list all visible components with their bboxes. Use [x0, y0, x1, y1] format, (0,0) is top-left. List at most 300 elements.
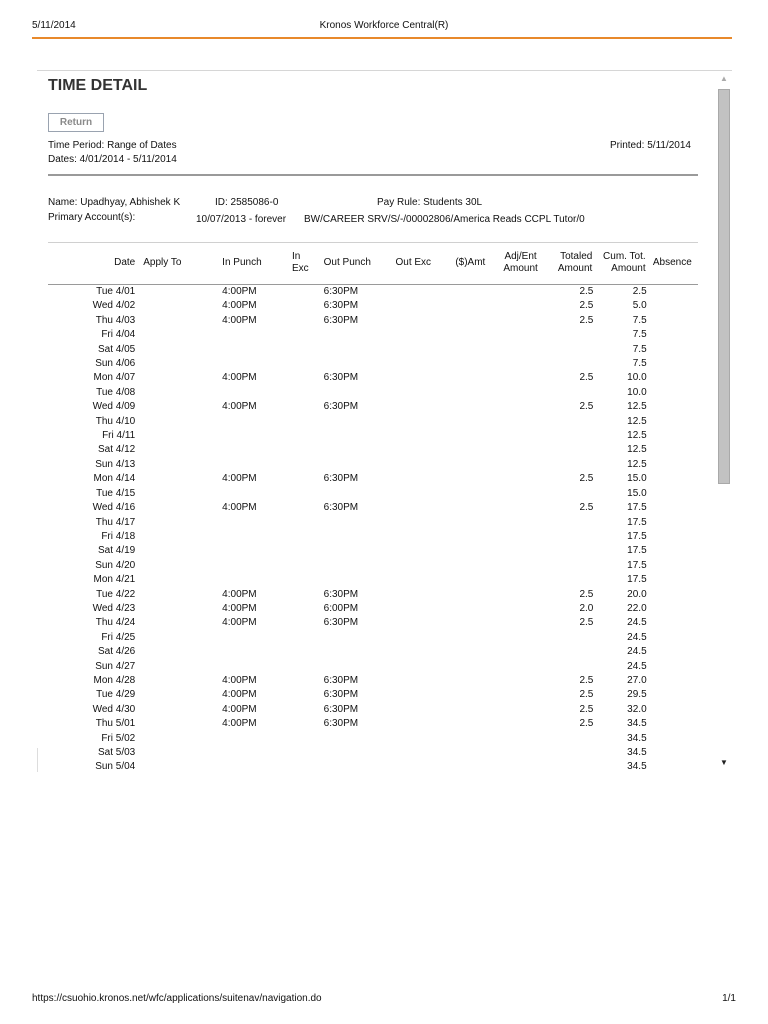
row-out-punch [320, 386, 395, 400]
row-totaled [544, 429, 593, 443]
row-date: Wed 4/30 [92, 703, 136, 715]
table-row [48, 501, 698, 515]
row-in-punch [218, 660, 291, 674]
row-out-exc [394, 299, 443, 313]
row-out-punch: 6:30PM [323, 372, 359, 384]
row-totaled [544, 559, 593, 573]
row-in-exc [291, 343, 320, 357]
table-row [48, 573, 698, 587]
row-in-exc [291, 314, 320, 328]
row-cum-tot: 34.5 [627, 732, 647, 744]
table-row [48, 458, 698, 472]
row-apply-to [139, 544, 218, 558]
row-date: Thu 4/03 [95, 314, 136, 326]
row-out-exc [394, 602, 443, 616]
row-out-punch: 6:30PM [323, 588, 359, 600]
row-totaled [544, 530, 593, 544]
row-amt [444, 285, 497, 300]
row-date: Tue 4/22 [96, 588, 136, 600]
row-apply-to [139, 660, 218, 674]
row-amt [444, 559, 497, 573]
row-totaled [544, 573, 593, 587]
table-row [48, 314, 698, 328]
row-apply-to [139, 746, 218, 760]
table-row [48, 400, 698, 414]
table-row [48, 343, 698, 357]
row-absence [647, 544, 698, 558]
row-amt [444, 703, 497, 717]
table-row [48, 631, 698, 645]
row-out-exc [394, 760, 443, 773]
row-adj-ent [497, 660, 544, 674]
row-out-exc [394, 660, 443, 674]
row-totaled: 2.5 [579, 674, 594, 686]
row-totaled [544, 328, 593, 342]
row-in-punch: 4:00PM [222, 674, 257, 686]
row-apply-to [139, 299, 218, 313]
row-apply-to [139, 472, 218, 486]
row-in-punch: 4:00PM [222, 473, 257, 485]
row-out-punch: 6:00PM [323, 602, 359, 614]
row-apply-to [139, 429, 218, 443]
row-in-exc [291, 371, 320, 385]
row-out-punch [320, 343, 395, 357]
row-cum-tot: 7.5 [632, 329, 647, 341]
row-adj-ent [497, 386, 544, 400]
row-in-punch [218, 429, 291, 443]
row-absence [647, 616, 698, 630]
row-date: Fri 4/18 [101, 530, 136, 542]
row-absence [647, 429, 698, 443]
row-in-punch: 4:00PM [222, 286, 257, 297]
row-amt [444, 501, 497, 515]
row-adj-ent [497, 688, 544, 702]
row-out-punch [320, 760, 395, 773]
row-cum-tot: 17.5 [627, 502, 647, 514]
section-divider [48, 174, 698, 176]
row-totaled: 2.5 [579, 372, 594, 384]
row-absence [647, 501, 698, 515]
col-out-exc: Out Exc [395, 257, 432, 268]
col-amt: ($)Amt [455, 257, 486, 268]
row-date: Sat 4/19 [97, 545, 136, 557]
row-apply-to [139, 732, 218, 746]
row-cum-tot: 15.0 [627, 487, 647, 499]
row-cum-tot: 2.5 [632, 286, 647, 297]
footer-page-number: 1/1 [722, 993, 736, 1004]
row-in-punch: 4:00PM [222, 602, 257, 614]
row-totaled [544, 760, 593, 773]
row-in-punch: 4:00PM [222, 401, 257, 413]
row-absence [647, 516, 698, 530]
row-adj-ent [497, 443, 544, 457]
col-out-punch: Out Punch [323, 257, 371, 268]
row-apply-to [139, 717, 218, 731]
row-totaled: 2.5 [579, 617, 594, 629]
row-out-exc [394, 487, 443, 501]
col-date: Date [114, 257, 136, 268]
row-amt [444, 746, 497, 760]
row-apply-to [139, 631, 218, 645]
row-in-exc [291, 487, 320, 501]
row-apply-to [139, 415, 218, 429]
row-absence [647, 443, 698, 457]
row-absence [647, 660, 698, 674]
row-adj-ent [497, 674, 544, 688]
row-out-punch: 6:30PM [323, 703, 359, 715]
row-adj-ent [497, 314, 544, 328]
row-in-exc [291, 544, 320, 558]
row-cum-tot: 24.5 [627, 617, 647, 629]
row-adj-ent [497, 588, 544, 602]
row-totaled: 2.5 [579, 401, 594, 413]
row-cum-tot: 12.5 [627, 444, 647, 456]
row-in-exc [291, 472, 320, 486]
row-date: Sat 4/12 [97, 444, 136, 456]
row-out-punch [320, 328, 395, 342]
row-in-exc [291, 559, 320, 573]
row-cum-tot: 27.0 [627, 674, 647, 686]
row-amt [444, 717, 497, 731]
row-out-exc [394, 544, 443, 558]
row-in-punch [218, 386, 291, 400]
row-absence [647, 703, 698, 717]
row-apply-to [139, 602, 218, 616]
date-range: Dates: 4/01/2014 - 5/11/2014 [48, 154, 177, 165]
row-amt [444, 328, 497, 342]
row-in-exc [291, 357, 320, 371]
row-in-punch: 4:00PM [222, 300, 257, 312]
row-out-exc [394, 343, 443, 357]
row-in-exc [291, 660, 320, 674]
table-row [48, 660, 698, 674]
row-out-exc [394, 314, 443, 328]
row-amt [444, 386, 497, 400]
row-absence [647, 645, 698, 659]
row-out-punch: 6:30PM [323, 689, 359, 701]
row-in-punch [218, 631, 291, 645]
row-absence [647, 588, 698, 602]
row-out-punch [320, 415, 395, 429]
row-in-exc [291, 645, 320, 659]
row-in-punch [218, 559, 291, 573]
row-totaled [544, 343, 593, 357]
row-totaled: 2.5 [579, 703, 594, 715]
row-in-exc [291, 516, 320, 530]
row-apply-to [139, 371, 218, 385]
vertical-scrollbar[interactable] [716, 71, 732, 773]
row-in-exc [291, 328, 320, 342]
employee-name: Name: Upadhyay, Abhishek K [48, 197, 181, 208]
row-amt [444, 371, 497, 385]
primary-account: BW/CAREER SRV/S/-/00002806/America Reads CCPL Tutor/0 [304, 214, 585, 225]
scroll-up-arrow-icon[interactable]: ▲ [720, 74, 728, 83]
row-amt [444, 314, 497, 328]
row-amt [444, 458, 497, 472]
printed-date: Printed: 5/11/2014 [610, 140, 691, 151]
row-apply-to [139, 573, 218, 587]
row-cum-tot: 29.5 [627, 689, 647, 701]
col-in-exc: In Exc [291, 251, 309, 274]
frame-edge [37, 748, 38, 772]
row-in-exc [291, 631, 320, 645]
row-absence [647, 573, 698, 587]
row-cum-tot: 10.0 [627, 386, 647, 398]
row-in-punch: 4:00PM [222, 718, 257, 730]
table-row [48, 703, 698, 717]
row-in-punch: 4:00PM [222, 314, 257, 326]
row-out-punch: 6:30PM [323, 674, 359, 686]
row-absence [647, 559, 698, 573]
row-in-exc [291, 458, 320, 472]
row-adj-ent [497, 371, 544, 385]
row-out-exc [394, 688, 443, 702]
row-cum-tot: 24.5 [627, 646, 647, 658]
row-cum-tot: 15.0 [627, 473, 647, 485]
row-absence [647, 285, 698, 300]
row-in-exc [291, 501, 320, 515]
row-date: Fri 4/25 [101, 631, 136, 643]
row-cum-tot: 7.5 [632, 314, 647, 326]
row-out-punch [320, 357, 395, 371]
row-out-exc [394, 746, 443, 760]
row-out-exc [394, 559, 443, 573]
row-adj-ent [497, 487, 544, 501]
row-date: Fri 4/04 [101, 329, 136, 341]
row-apply-to [139, 616, 218, 630]
table-row [48, 530, 698, 544]
table-row [48, 516, 698, 530]
row-date: Sun 4/13 [95, 458, 136, 470]
row-totaled: 2.5 [579, 502, 594, 514]
row-out-punch [320, 487, 395, 501]
page-title: TIME DETAIL [48, 77, 148, 94]
row-totaled [544, 746, 593, 760]
row-absence [647, 760, 698, 773]
row-adj-ent [497, 573, 544, 587]
time-detail-content [37, 71, 715, 773]
row-apply-to [139, 314, 218, 328]
scroll-thumb[interactable] [718, 89, 730, 484]
row-in-punch [218, 443, 291, 457]
table-row [48, 371, 698, 385]
row-apply-to [139, 760, 218, 773]
row-date: Tue 4/15 [96, 487, 136, 499]
row-amt [444, 616, 497, 630]
row-date: Sun 4/27 [95, 660, 136, 672]
row-cum-tot: 7.5 [632, 343, 647, 355]
row-in-exc [291, 717, 320, 731]
row-out-exc [394, 573, 443, 587]
row-apply-to [139, 400, 218, 414]
row-cum-tot: 17.5 [627, 530, 647, 542]
row-in-punch [218, 544, 291, 558]
scroll-track[interactable] [718, 89, 730, 757]
row-out-punch [320, 732, 395, 746]
row-date: Wed 4/09 [92, 401, 136, 413]
row-apply-to [139, 703, 218, 717]
row-cum-tot: 17.5 [627, 559, 647, 571]
row-adj-ent [497, 559, 544, 573]
row-absence [647, 732, 698, 746]
row-cum-tot: 10.0 [627, 372, 647, 384]
row-in-exc [291, 703, 320, 717]
row-date: Sat 5/03 [97, 747, 136, 758]
row-apply-to [139, 559, 218, 573]
row-adj-ent [497, 472, 544, 486]
print-title: Kronos Workforce Central(R) [319, 20, 449, 31]
row-adj-ent [497, 703, 544, 717]
row-in-exc [291, 400, 320, 414]
row-adj-ent [497, 732, 544, 746]
row-out-punch: 6:30PM [323, 473, 359, 485]
footer-url: https://csuohio.kronos.net/wfc/applications/suitenav/navigation.do [32, 993, 322, 1004]
row-out-punch [320, 573, 395, 587]
row-in-punch: 4:00PM [222, 502, 257, 514]
row-apply-to [139, 285, 218, 300]
time-detail-frame [37, 70, 732, 773]
row-totaled [544, 487, 593, 501]
row-totaled [544, 458, 593, 472]
row-apply-to [139, 357, 218, 371]
row-date: Tue 4/01 [96, 286, 136, 297]
row-amt [444, 645, 497, 659]
row-totaled: 2.5 [579, 588, 594, 600]
table-row [48, 674, 698, 688]
row-totaled: 2.5 [579, 718, 594, 730]
row-date: Wed 4/23 [92, 602, 136, 614]
row-absence [647, 487, 698, 501]
row-apply-to [139, 386, 218, 400]
row-out-exc [394, 371, 443, 385]
row-out-exc [394, 443, 443, 457]
row-out-exc [394, 472, 443, 486]
row-in-exc [291, 760, 320, 773]
row-out-punch [320, 631, 395, 645]
table-row [48, 487, 698, 501]
row-apply-to [139, 458, 218, 472]
col-absence: Absence [652, 257, 692, 268]
scroll-down-arrow-icon[interactable]: ▼ [720, 758, 728, 767]
row-out-punch: 6:30PM [323, 617, 359, 629]
row-cum-tot: 5.0 [632, 300, 647, 312]
row-out-exc [394, 458, 443, 472]
row-adj-ent [497, 544, 544, 558]
row-adj-ent [497, 285, 544, 300]
row-apply-to [139, 645, 218, 659]
row-totaled: 2.5 [579, 314, 594, 326]
row-in-punch [218, 746, 291, 760]
table-row [48, 386, 698, 400]
row-adj-ent [497, 415, 544, 429]
row-date: Wed 4/02 [92, 300, 136, 312]
table-row [48, 717, 698, 731]
row-in-punch [218, 415, 291, 429]
row-date: Mon 4/14 [93, 473, 136, 485]
row-in-punch [218, 645, 291, 659]
row-adj-ent [497, 760, 544, 773]
row-apply-to [139, 530, 218, 544]
account-period: 10/07/2013 - forever [196, 214, 287, 225]
row-in-exc [291, 530, 320, 544]
row-out-exc [394, 616, 443, 630]
row-cum-tot: 12.5 [627, 415, 647, 427]
row-adj-ent [497, 400, 544, 414]
row-in-exc [291, 386, 320, 400]
row-cum-tot: 24.5 [627, 660, 647, 672]
row-adj-ent [497, 616, 544, 630]
row-amt [444, 660, 497, 674]
row-absence [647, 746, 698, 760]
row-totaled [544, 357, 593, 371]
row-out-punch [320, 544, 395, 558]
row-in-punch [218, 487, 291, 501]
table-row [48, 443, 698, 457]
row-date: Sun 4/20 [95, 559, 136, 571]
row-out-punch [320, 458, 395, 472]
row-in-punch: 4:00PM [222, 372, 257, 384]
row-cum-tot: 34.5 [627, 747, 647, 758]
row-date: Sat 4/05 [97, 343, 136, 355]
row-out-exc [394, 631, 443, 645]
row-totaled [544, 631, 593, 645]
row-cum-tot: 24.5 [627, 631, 647, 643]
row-cum-tot: 34.5 [627, 761, 647, 773]
row-out-exc [394, 400, 443, 414]
primary-account-label: Primary Account(s): [48, 212, 136, 223]
row-apply-to [139, 443, 218, 457]
row-in-exc [291, 443, 320, 457]
row-totaled [544, 386, 593, 400]
table-row [48, 429, 698, 443]
table-row [48, 415, 698, 429]
row-totaled: 2.5 [579, 286, 594, 297]
row-cum-tot: 22.0 [627, 602, 647, 614]
row-date: Thu 4/24 [95, 617, 136, 629]
row-in-exc [291, 602, 320, 616]
row-in-exc [291, 285, 320, 300]
col-adj-ent: Adj/Ent Amount [503, 251, 538, 274]
row-date: Tue 4/08 [96, 386, 136, 398]
row-out-exc [394, 530, 443, 544]
row-in-punch: 4:00PM [222, 703, 257, 715]
row-adj-ent [497, 516, 544, 530]
row-cum-tot: 17.5 [627, 516, 647, 528]
row-amt [444, 530, 497, 544]
row-in-punch: 4:00PM [222, 588, 257, 600]
row-amt [444, 343, 497, 357]
table-row [48, 559, 698, 573]
row-totaled [544, 732, 593, 746]
row-apply-to [139, 501, 218, 515]
row-amt [444, 631, 497, 645]
row-out-exc [394, 386, 443, 400]
table-row [48, 328, 698, 342]
return-button[interactable]: Return [48, 113, 104, 132]
row-apply-to [139, 343, 218, 357]
row-adj-ent [497, 328, 544, 342]
row-amt [444, 573, 497, 587]
row-cum-tot: 34.5 [627, 718, 647, 730]
row-apply-to [139, 487, 218, 501]
row-in-exc [291, 415, 320, 429]
row-out-exc [394, 703, 443, 717]
row-out-punch [320, 645, 395, 659]
row-out-exc [394, 357, 443, 371]
print-header [0, 0, 768, 40]
table-row [48, 285, 698, 300]
row-apply-to [139, 674, 218, 688]
